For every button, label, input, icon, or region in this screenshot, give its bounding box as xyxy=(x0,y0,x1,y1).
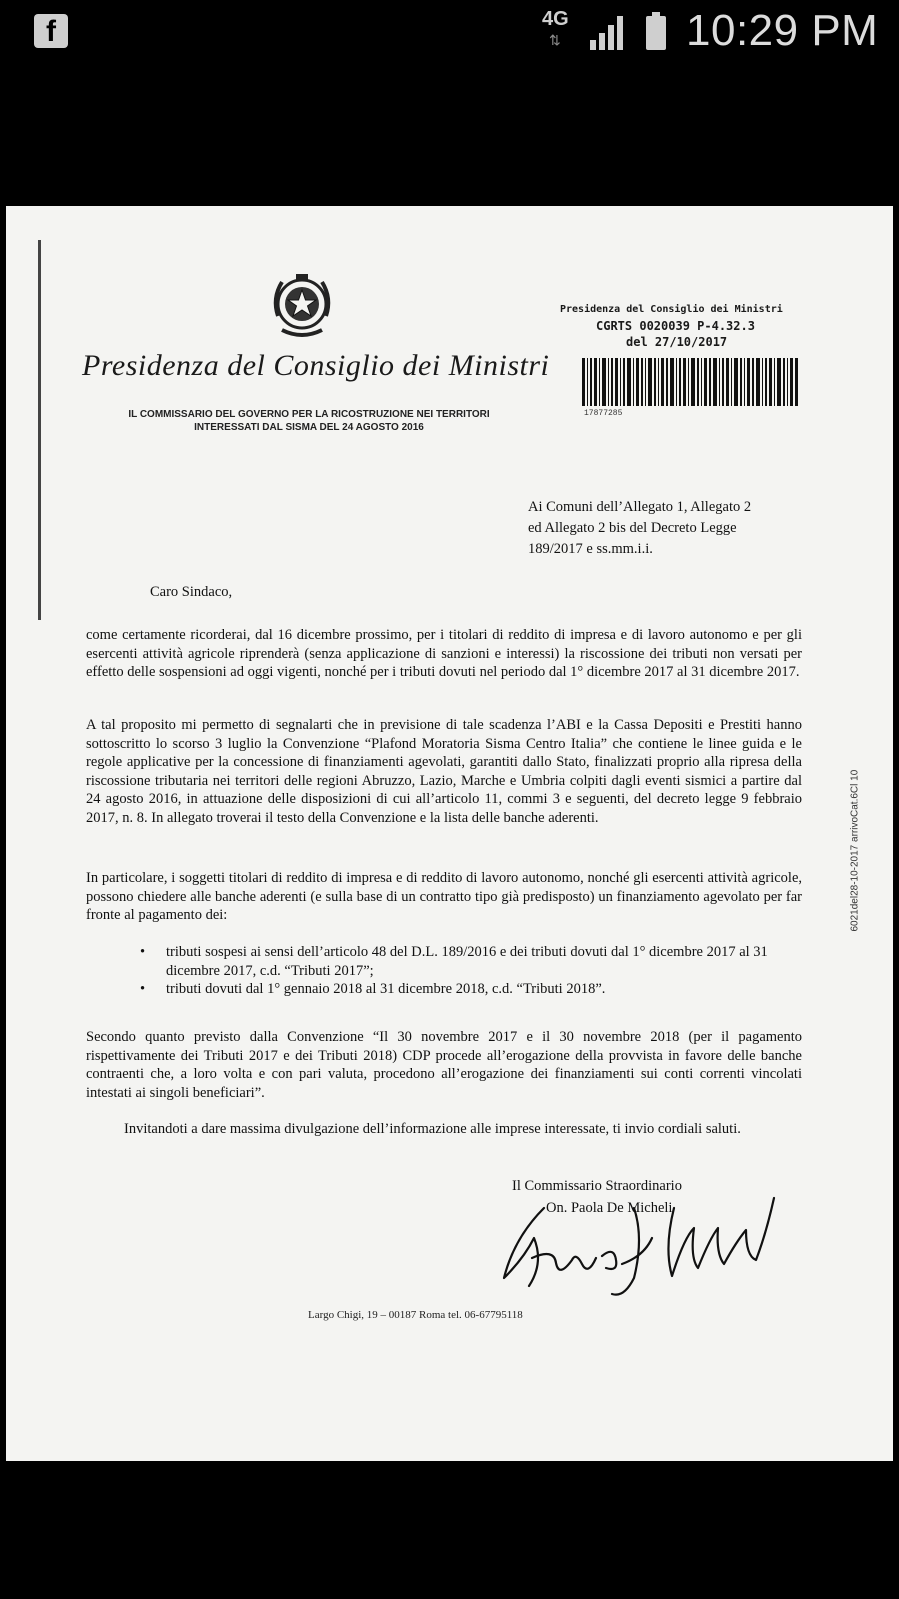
side-protocol-code: 6021del28-10-2017 arrivoCat.6Cl 10 xyxy=(849,769,861,932)
paragraph-2: A tal proposito mi permetto di segnalarti che in previsione di tale scadenza l’ABI e la Cassa Depositi e Prestiti hanno sottoscritto lo scorso 3 luglio la Convenzione “Plafond Moratoria Sisma Centro Italia” che contiene le linee guida e le regole applicative per la concessione di finanziamenti agevolati, garantiti dallo Stato, finalizzati proprio alla ripresa della riscossione tributaria nei territori delle regioni Abruzzo, Lazio, Marche e Umbria colpiti dagli eventi sismici a partire dal 24 agosto 2016, in attuazione delle disposizioni di cui all’articolo 11, commi 3 e seguenti, del decreto legge 9 febbraio 2017, n. 8. In allegato troverai il testo della Convenzione e la lista delle banche aderenti. xyxy=(86,717,802,826)
closing-paragraph: Invitandoti a dare massima divulgazione dell’informazione alle imprese interessate, ti invio cordiali saluti. xyxy=(124,1121,741,1137)
bullet-list xyxy=(136,943,802,999)
data-activity-icon: ⇅ xyxy=(549,32,561,48)
signatory-title: Il Commissario Straordinario xyxy=(512,1178,682,1194)
clock: 10:29 PM xyxy=(686,6,879,55)
document-page xyxy=(6,206,893,1461)
paragraph-4: Secondo quanto previsto dalla Convenzione “Il 30 novembre 2017 e il 30 novembre 2018 (per il pagamento rispettivamente dei Tributi 2017 e dei Tributi 2018) CDP procede all’erogazione della provvista in favore delle banche contraenti che, a loro volta e con pari valuta, procedono all’erogazione dei finanziamenti sui conti correnti vincolati intestati ai singoli beneficiari”. xyxy=(86,1029,802,1101)
italian-emblem-icon xyxy=(268,268,336,344)
list-item: • tributi sospesi ai sensi dell’articolo 48 del D.L. 189/2016 e dei tributi dovuti dal 1° dicembre 2017 al 31 dicembre 2017, c.d. “Tributi 2017”; xyxy=(136,943,802,980)
handwritten-signature xyxy=(484,1168,784,1308)
signal-strength-icon xyxy=(588,14,628,50)
paragraph-1: come certamente ricorderai, dal 16 dicembre prossimo, per i titolari di reddito di impresa e di lavoro autonomo e per gli esercenti attività agricole riprenderà (senza applicazione di sanzioni e interessi) la riscossione dei tributi non versati per effetto delle sospensioni ad oggi vigenti, nonché per i tributi dovuti nel periodo dal 1° dicembre 2017 al 31 dicembre 2017. xyxy=(86,627,802,680)
paragraph-3: In particolare, i soggetti titolari di reddito di impresa e di reddito di lavoro autonomo, nonché gli esercenti attività agricole, possono chiedere alle banche aderenti (e sulla base di un contratto tipo già predisposto) un finanziamento agevolato per far fronte al pagamento dei: xyxy=(86,870,802,923)
network-type: 4G xyxy=(542,8,569,30)
list-item: • tributi dovuti dal 1° gennaio 2018 al 31 dicembre 2018, c.d. “Tributi 2018”. xyxy=(136,980,802,999)
facebook-icon[interactable]: f xyxy=(34,14,68,48)
battery-icon xyxy=(646,12,666,50)
barcode-number: 17877285 xyxy=(584,409,623,418)
barcode xyxy=(582,358,798,406)
footer-address: Largo Chigi, 19 – 00187 Roma tel. 06-67795118 xyxy=(308,1309,523,1321)
signatory-name: On. Paola De Micheli xyxy=(546,1200,673,1216)
salutation: Caro Sindaco, xyxy=(150,584,233,600)
protocol-stamp: Presidenza del Consiglio dei Ministri CGRTS 0020039 P-4.32.3 del 27/10/2017 xyxy=(560,304,783,349)
letterhead-subtitle: IL COMMISSARIO DEL GOVERNO PER LA RICOSTRUZIONE NEI TERRITORI INTERESSATI DAL SISMA DEL 24 AGOSTO 2016 xyxy=(128,409,490,433)
status-bar xyxy=(0,0,899,68)
margin-line xyxy=(38,240,41,620)
letterhead-title: Presidenza del Consiglio dei Ministri xyxy=(82,349,550,382)
recipient-block: Ai Comuni dell’Allegato 1, Allegato 2 ed Allegato 2 bis del Decreto Legge 189/2017 e ss.mm.i.i. xyxy=(528,499,752,557)
